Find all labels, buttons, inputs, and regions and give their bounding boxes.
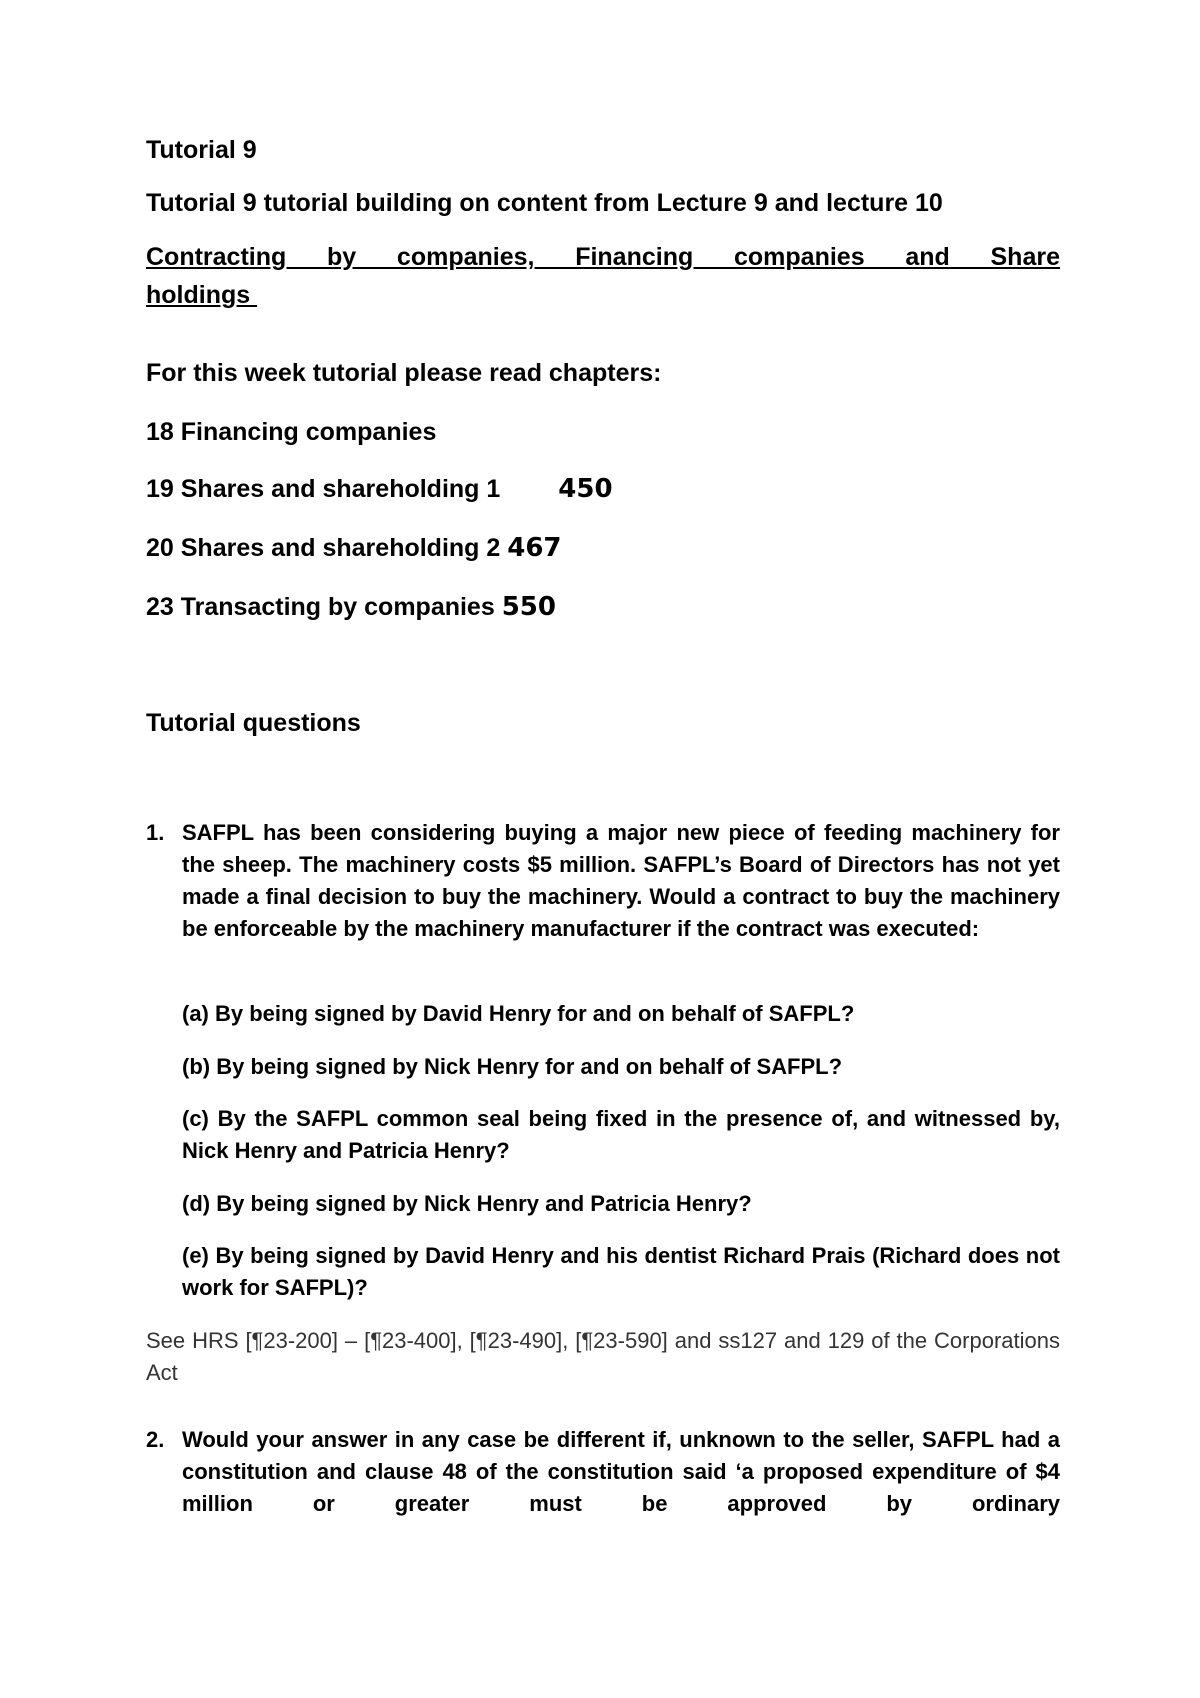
- question-text: Would your answer in any case be different if, unknown to the seller, SAFPL had a constitution and clause 48 of the constitution said ‘a proposed expenditure of $4 million or greater must be approved by ordinary: [182, 1427, 1060, 1516]
- chapter-page: 450: [558, 474, 613, 504]
- question-number: 1.: [146, 820, 165, 845]
- question-part: (b) By being signed by Nick Henry for and on behalf of SAFPL?: [182, 1054, 843, 1079]
- chapter-label: 23 Transacting by companies: [146, 593, 495, 621]
- question-number: 2.: [146, 1427, 165, 1452]
- question-part: (d) By being signed by Nick Henry and Patricia Henry?: [182, 1191, 752, 1216]
- chapter-label: 19 Shares and shareholding 1: [146, 475, 501, 503]
- chapter-item: [146, 413, 436, 451]
- document-page: [146, 0, 1060, 1698]
- chapter-item: [146, 588, 556, 626]
- document-subtitle: Tutorial 9 tutorial building on content from Lecture 9 and lecture 10: [146, 189, 943, 217]
- question-text: SAFPL has been considering buying a major new piece of feeding machinery for the sheep. The machinery costs $5 million. SAFPL’s Board of Directors has not yet made a final decision to buy the machinery. Would a contract to buy the machinery be enforceable by the machinery manufacturer if the contract was executed:: [182, 820, 1060, 941]
- question-part: (c) By the SAFPL common seal being fixed in the presence of, and witnessed by, Nick Henry and Patricia Henry?: [182, 1106, 1060, 1163]
- topic-line-2: holdings: [146, 281, 258, 309]
- chapter-page: 550: [501, 592, 556, 622]
- chapter-item: [146, 529, 562, 567]
- question-part: (a) By being signed by David Henry for and on behalf of SAFPL?: [182, 1001, 855, 1026]
- topic-heading: [146, 238, 1060, 276]
- chapter-label: 20 Shares and shareholding 2: [146, 534, 501, 562]
- chapter-label: 18 Financing companies: [146, 418, 437, 446]
- questions-heading: Tutorial questions: [146, 709, 361, 737]
- topic-line-1: Contracting by companies, Financing companies and Share: [146, 243, 1060, 271]
- document-title: Tutorial 9: [146, 136, 257, 164]
- reference-note: See HRS [¶23-200] – [¶23-400], [¶23-490], [¶23-590] and ss127 and 129 of the Corporations Act: [146, 1328, 1060, 1385]
- reading-intro: For this week tutorial please read chapters:: [146, 359, 662, 387]
- chapter-page: 467: [507, 533, 562, 563]
- question-part: (e) By being signed by David Henry and his dentist Richard Prais (Richard does not work for SAFPL)?: [182, 1243, 1060, 1300]
- chapter-item: [146, 470, 613, 508]
